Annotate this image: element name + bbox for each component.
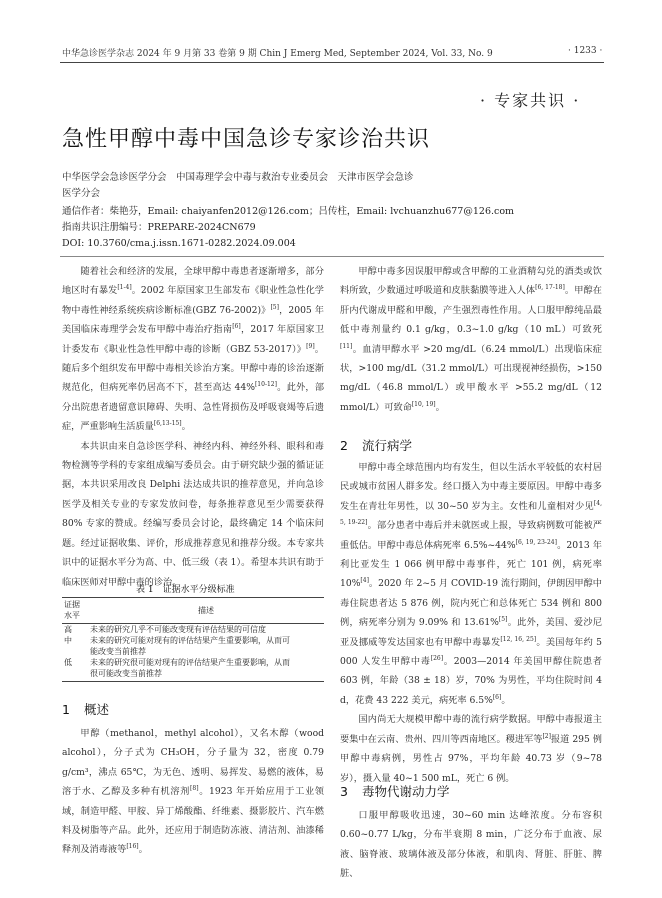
section-heading: 2 流行病学	[340, 438, 413, 453]
authors-line: 中华医学会急诊医学分会 中国毒理学会中毒与救治专业委员会 天津市医学会急诊	[62, 172, 414, 183]
table-row: 低 未来的研究很可能对现有的评估结果产生重要影响，从而 很可能改变当前推荐	[64, 658, 290, 678]
header-rule	[60, 62, 604, 63]
paragraph: 本共识由来自急诊医学科、神经内科、神经外科、眼科和毒物检测等学科的专家组成编写委员会。由于研究缺少强的循证证据，本共识采用改良 Delphi 法达成共识的推荐意见，并向急诊医学及相关专业的专家发放问卷，每条推荐意见至少需要获得 80% 专家的赞成。经编写委员会讨论，最终确定 14 个临床问题。经过证据收集、评价，形成推荐意见和推荐分级。本专家共识中的证据水平分为高、中、低三级（表 1）。希望本共识有助于临床医师对甲醇中毒的诊治。	[62, 440, 324, 588]
right-column-sec2	[340, 458, 602, 788]
section-heading: 3 毒物代谢动力学	[340, 784, 450, 799]
doi: DOI: 10.3760/cma.j.issn.1671-0282.2024.09.004	[62, 238, 296, 249]
paragraph: 口服甲醇吸收迅速，30~60 min 达峰浓度。分布容积 0.60~0.77 L/kg，分布半衰期 8 min，广泛分布于血液、尿液、脑脊液、玻璃体液及部分体液，和肌肉、肾脏、肝脏、脾脏、	[340, 810, 602, 880]
running-header: 中华急诊医学杂志 2024 年 9 月第 33 卷第 9 期 Chin J Emerg Med, September 2024, Vol. 33, No. 9	[62, 49, 493, 59]
section-heading: 1 概述	[62, 702, 110, 717]
author-block	[62, 170, 582, 252]
table-head-level-2: 水平	[64, 611, 80, 620]
registration-number: 指南共识注册编号：PREPARE-2024CN679	[62, 222, 256, 233]
table-top-rule	[62, 597, 324, 598]
table-header-row	[62, 599, 324, 621]
paragraph: 甲醇中毒全球范围内均有发生，但以生活水平较低的农村居民或城市贫困人群多发。经口摄入为中毒主要原因。甲醇中毒多发生在青壮年男性，以 30~50 岁为主。女性和儿童相对少见[4, 5, 19-22]。部分患者中毒后并未就医或上报，导致病例数可能被严重低估。甲醇中毒总体病死率 6.5%~44%[6, 19, 23-24]。2013 年利比亚发生 1 066 例甲醇中毒事件，死亡 101 例，病死率 10%[4]。2020 年 2~5 月 COVID-19 流行期间，伊朗因甲醇中毒住院患者达 5 876 例，院内死亡和总体死亡 534 例和 800 例，病死率分别为 9.09% 和 13.61%[5]。此外，美国、爱沙尼亚及挪威等发达国家也有甲醇中毒暴发[12, 16, 25]。美国每年约 5 000 人发生甲醇中毒[26]。2003—2014 年美国甲醇住院患者 603 例，年龄（38 ± 18）岁，70% 为男性，平均住院时间 4 d，花费 43 222 美元，病死率 6.5%[6]。	[340, 462, 603, 706]
table-row: 高 未来的研究几乎不可能改变现有评估结果的可信度	[64, 625, 266, 634]
right-column	[340, 262, 602, 417]
page-number: · 1233 ·	[568, 46, 603, 56]
article-title: 急性甲醇中毒中国急诊专家诊治共识	[62, 127, 431, 152]
table-row: 中 未来的研究可能对现有的评估结果产生重要影响，从而可 能改变当前推荐	[64, 636, 290, 656]
paragraph: 国内尚无大规模甲醇中毒的流行病学数据。甲醇中毒报道主要集中在云南、贵州、四川等西南地区。稷进军等[2]报道 295 例甲醇中毒病例，男性占 97%，平均年龄 40.73 岁（9~78 岁），摄入量 40~1 500 mL，死亡 6 例。	[340, 714, 602, 784]
left-column	[62, 262, 324, 592]
correspondence: 通信作者：柴艳芬，Email: chaiyanfen2012@126.com；吕传柱，Email: lvchuanzhu677@126.com	[62, 206, 515, 217]
table-head-level: 证据	[64, 600, 80, 609]
meta-rule	[60, 256, 604, 257]
left-column-sec1	[62, 724, 324, 860]
paragraph: 甲醇（methanol，methyl alcohol），又名木醇（wood alcohol），分子式为 CH₃OH，分子量为 32，密度 0.79 g/cm³，沸点 65℃，为无色、透明、易挥发、易燃的液体，易溶于水、乙醇及多种有机溶剂[8]。1923 年开始应用于工业领域，制造甲醛、甲胺、异丁烯酸酯、纤维素、摄影胶片、汽车燃料及树脂等产品。此外，还应用于制造防冻液、清洁剂、油漆稀释剂及消毒液等[16]。	[62, 728, 324, 856]
right-column-sec3	[340, 806, 602, 884]
table-head-desc: 描述	[198, 605, 214, 615]
table-bottom-rule	[62, 681, 324, 682]
evidence-table	[62, 599, 324, 621]
authors-line-2: 医学分会	[62, 188, 101, 199]
evidence-table-body	[62, 624, 324, 679]
paragraph: 随着社会和经济的发展，全球甲醇中毒患者逐渐增多，部分地区时有暴发[1-4]。2002 年原国家卫生部发布《职业性急性化学物中毒性神经系统疾病诊断标准(GBZ 76-2002)》[5]，2005 年美国临床毒理学会发布甲醇中毒治疗指南[6]，2017 年原国家卫计委发布《职业性急性甲醇中毒的诊断（GBZ 53-2017）》[9]。随后多个组织发布甲醇中毒相关诊治方案。甲醇中毒的诊治逐渐规范化，但病死率仍居高不下，甚至高达 44%[10-12]。此外，部分出院患者遗留意识障碍、失明、急性肾损伤及呼吸衰竭等后遗症，严重影响生活质量[6,13-15]。	[62, 266, 325, 433]
paragraph: 甲醇中毒多因误服甲醇或含甲醇的工业酒精勾兑的酒类或饮料所致，少数通过呼吸道和皮肤黏膜等进入人体[6, 17-18]。甲醇在肝内代谢成甲醛和甲酸，产生强烈毒性作用。人口服甲醇纯品最低中毒剂量约 0.1 g/kg，0.3~1.0 g/kg（10 mL）可致死[11]。血清甲醇水平 >20 mg/dL（6.24 mmol/L）出现临床症状，>100 mg/dL（31.2 mmol/L）可出现视神经损伤，>150 mg/dL（46.8 mmol/L）或甲酸水平 >55.2 mg/dL（12 mmol/L）可致命[10, 19]。	[340, 266, 602, 413]
section-tag: · 专家共识 ·	[480, 91, 581, 110]
table-caption: 表 1 证据水平分级标准	[136, 585, 235, 595]
